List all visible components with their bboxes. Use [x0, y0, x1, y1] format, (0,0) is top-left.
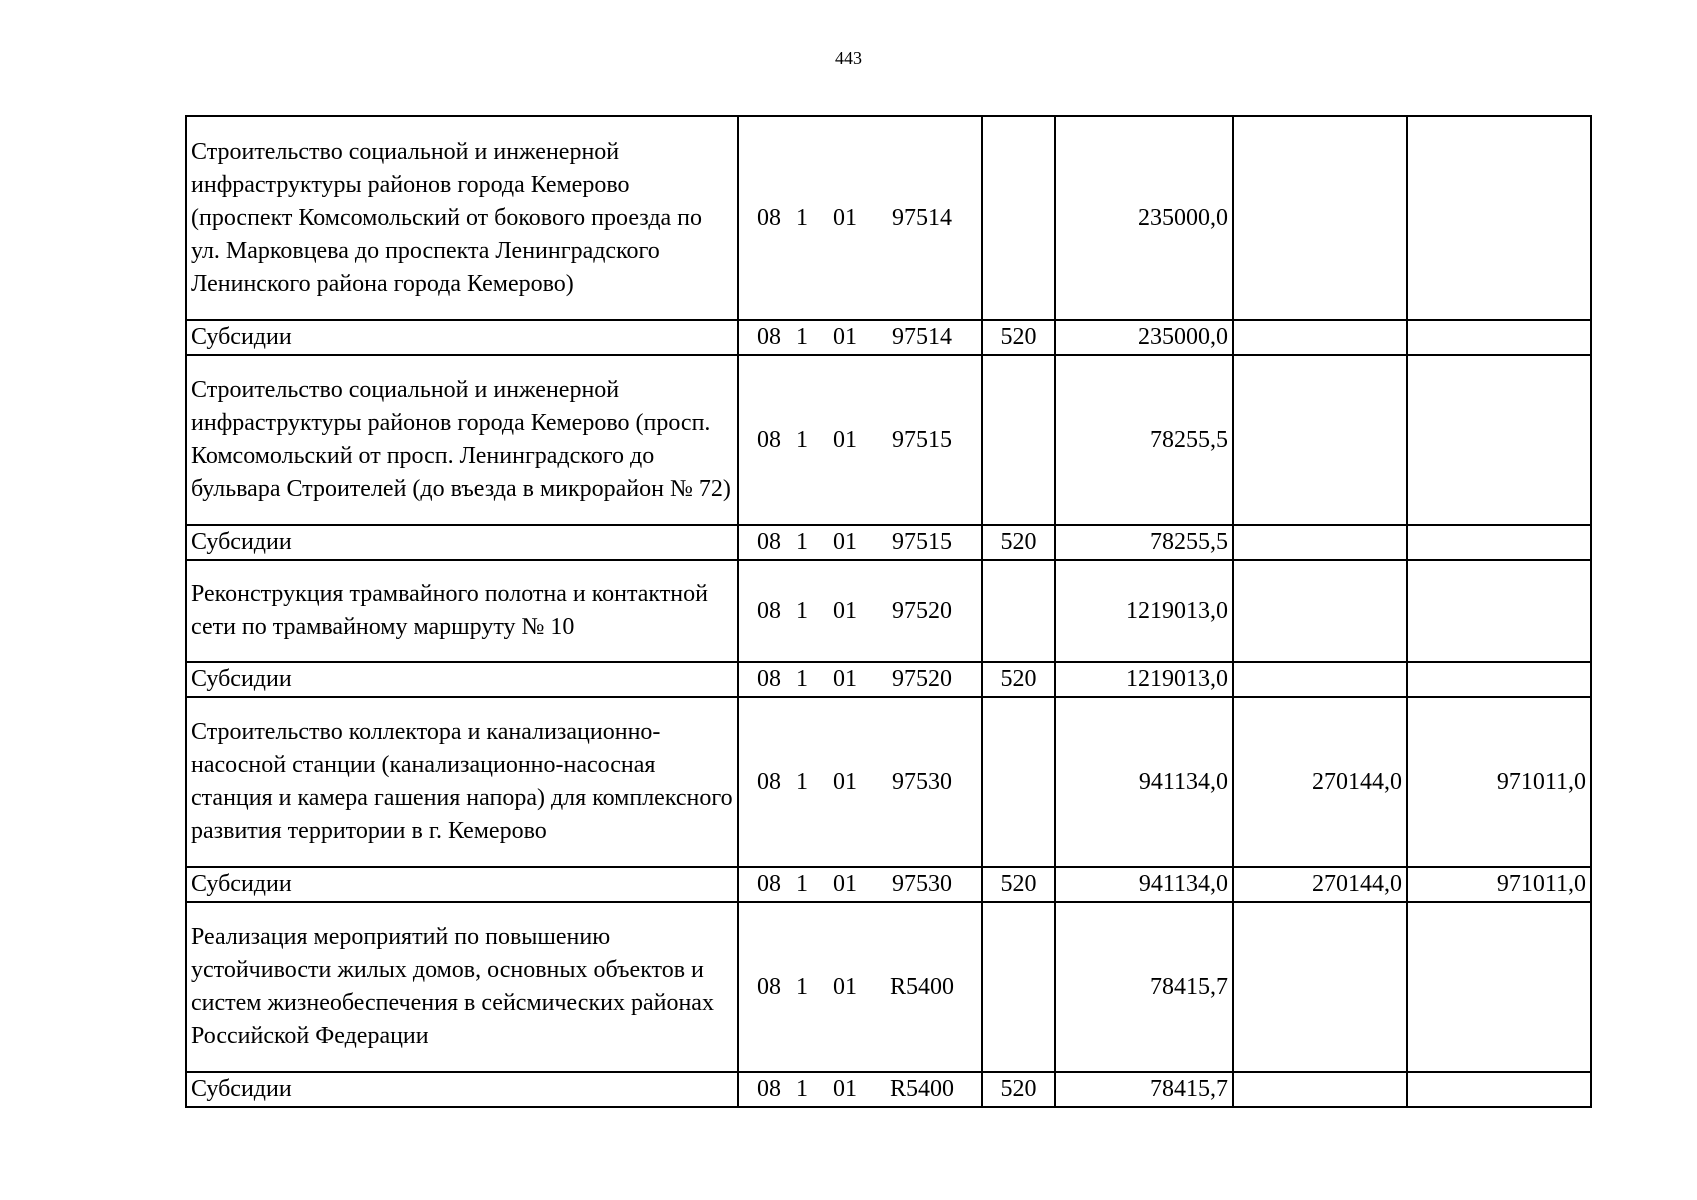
cell-amount-2: [1233, 320, 1407, 355]
code-group: 01: [833, 204, 857, 231]
code-target: R5400: [889, 973, 954, 1000]
cell-expense-type: [982, 355, 1055, 525]
cell-amount-2: 270144,0: [1233, 867, 1407, 902]
cell-expense-type: 520: [982, 867, 1055, 902]
page-number: 443: [835, 48, 862, 68]
table-row: [186, 525, 1591, 560]
code-section: 08: [757, 324, 781, 350]
code-target: 97530: [892, 871, 952, 897]
code-group: 01: [833, 426, 857, 453]
cell-amount-3: [1407, 1072, 1591, 1107]
code-target: 97515: [892, 529, 952, 555]
code-group: 01: [833, 597, 857, 624]
code-section: 08: [757, 426, 781, 453]
table-row: [186, 320, 1591, 355]
cell-expense-type: 520: [982, 662, 1055, 697]
cell-classification-code: [738, 355, 982, 525]
budget-table: [185, 115, 1592, 1108]
code-subprogram: 1: [796, 529, 808, 555]
table-row: [186, 116, 1591, 320]
cell-expense-type: [982, 902, 1055, 1072]
cell-amount-1: 78415,7: [1055, 1072, 1233, 1107]
cell-amount-2: [1233, 525, 1407, 560]
cell-amount-1: 78255,5: [1055, 525, 1233, 560]
cell-classification-code: [738, 1072, 982, 1107]
code-group: 01: [833, 871, 857, 897]
code-subprogram: 1: [796, 324, 808, 350]
cell-name: Субсидии: [186, 662, 738, 697]
table-row: [186, 560, 1591, 662]
code-section: 08: [757, 973, 781, 1000]
cell-amount-3: [1407, 320, 1591, 355]
code-subprogram: 1: [796, 426, 808, 453]
cell-name: Реализация мероприятий по повышению устойчивости жилых домов, основных объектов и систем жизнеобеспечения в сейсмических районах Российской Федерации: [186, 902, 738, 1072]
code-subprogram: 1: [796, 871, 808, 897]
code-group: 01: [833, 324, 857, 350]
cell-amount-3: [1407, 902, 1591, 1072]
code-section: 08: [757, 529, 781, 555]
cell-name: Субсидии: [186, 1072, 738, 1107]
code-target: 97520: [892, 597, 952, 624]
cell-name: Субсидии: [186, 525, 738, 560]
cell-amount-3: 971011,0: [1407, 867, 1591, 902]
cell-name: Строительство коллектора и канализационно-насосной станции (канализационно-насосная станция и камера гашения напора) для комплексного развития территории в г. Кемерово: [186, 697, 738, 867]
code-target: 97520: [892, 666, 952, 692]
code-group: 01: [833, 973, 857, 1000]
cell-amount-3: [1407, 662, 1591, 697]
code-subprogram: 1: [796, 973, 808, 1000]
code-target: R5400: [889, 1076, 954, 1102]
cell-expense-type: 520: [982, 320, 1055, 355]
code-target: 97514: [892, 204, 952, 231]
cell-amount-3: [1407, 525, 1591, 560]
cell-amount-2: [1233, 355, 1407, 525]
code-section: 08: [757, 1076, 781, 1102]
code-target: 97530: [892, 768, 952, 795]
cell-amount-1: 1219013,0: [1055, 662, 1233, 697]
cell-amount-3: [1407, 116, 1591, 320]
cell-name: Строительство социальной и инженерной инфраструктуры районов города Кемерово (проспект Комсомольский от бокового проезда по ул. Марковцева до проспекта Ленинградского Ленинского района города Кемерово): [186, 116, 738, 320]
code-section: 08: [757, 871, 781, 897]
table-row: [186, 1072, 1591, 1107]
cell-classification-code: [738, 525, 982, 560]
cell-expense-type: [982, 116, 1055, 320]
cell-amount-1: 235000,0: [1055, 320, 1233, 355]
code-subprogram: 1: [796, 204, 808, 231]
code-group: 01: [833, 529, 857, 555]
budget-table-body: [186, 116, 1591, 1107]
code-group: 01: [833, 666, 857, 692]
code-section: 08: [757, 666, 781, 692]
code-section: 08: [757, 204, 781, 231]
cell-amount-2: [1233, 902, 1407, 1072]
code-group: 01: [833, 768, 857, 795]
cell-expense-type: 520: [982, 1072, 1055, 1107]
cell-amount-2: 270144,0: [1233, 697, 1407, 867]
cell-classification-code: [738, 867, 982, 902]
cell-expense-type: [982, 560, 1055, 662]
code-subprogram: 1: [796, 768, 808, 795]
cell-amount-2: [1233, 662, 1407, 697]
cell-amount-3: [1407, 355, 1591, 525]
table-row: [186, 867, 1591, 902]
table-row: [186, 355, 1591, 525]
cell-classification-code: [738, 560, 982, 662]
cell-expense-type: [982, 697, 1055, 867]
code-section: 08: [757, 597, 781, 624]
cell-classification-code: [738, 116, 982, 320]
cell-name: Субсидии: [186, 320, 738, 355]
code-target: 97514: [892, 324, 952, 350]
cell-amount-1: 78415,7: [1055, 902, 1233, 1072]
cell-amount-2: [1233, 116, 1407, 320]
cell-amount-3: [1407, 560, 1591, 662]
cell-amount-2: [1233, 1072, 1407, 1107]
cell-amount-1: 1219013,0: [1055, 560, 1233, 662]
code-group: 01: [833, 1076, 857, 1102]
code-subprogram: 1: [796, 1076, 808, 1102]
code-subprogram: 1: [796, 597, 808, 624]
cell-classification-code: [738, 320, 982, 355]
cell-classification-code: [738, 697, 982, 867]
cell-amount-3: 971011,0: [1407, 697, 1591, 867]
cell-amount-2: [1233, 560, 1407, 662]
cell-amount-1: 941134,0: [1055, 697, 1233, 867]
code-subprogram: 1: [796, 666, 808, 692]
cell-classification-code: [738, 662, 982, 697]
cell-name: Субсидии: [186, 867, 738, 902]
cell-name: Строительство социальной и инженерной инфраструктуры районов города Кемерово (просп. Комсомольский от просп. Ленинградского до бульвара Строителей (до въезда в микрорайон № 72): [186, 355, 738, 525]
table-row: [186, 697, 1591, 867]
code-section: 08: [757, 768, 781, 795]
cell-classification-code: [738, 902, 982, 1072]
cell-name: Реконструкция трамвайного полотна и контактной сети по трамвайному маршруту № 10: [186, 560, 738, 662]
cell-amount-1: 941134,0: [1055, 867, 1233, 902]
table-row: [186, 662, 1591, 697]
cell-amount-1: 235000,0: [1055, 116, 1233, 320]
cell-amount-1: 78255,5: [1055, 355, 1233, 525]
cell-expense-type: 520: [982, 525, 1055, 560]
code-target: 97515: [892, 426, 952, 453]
table-row: [186, 902, 1591, 1072]
